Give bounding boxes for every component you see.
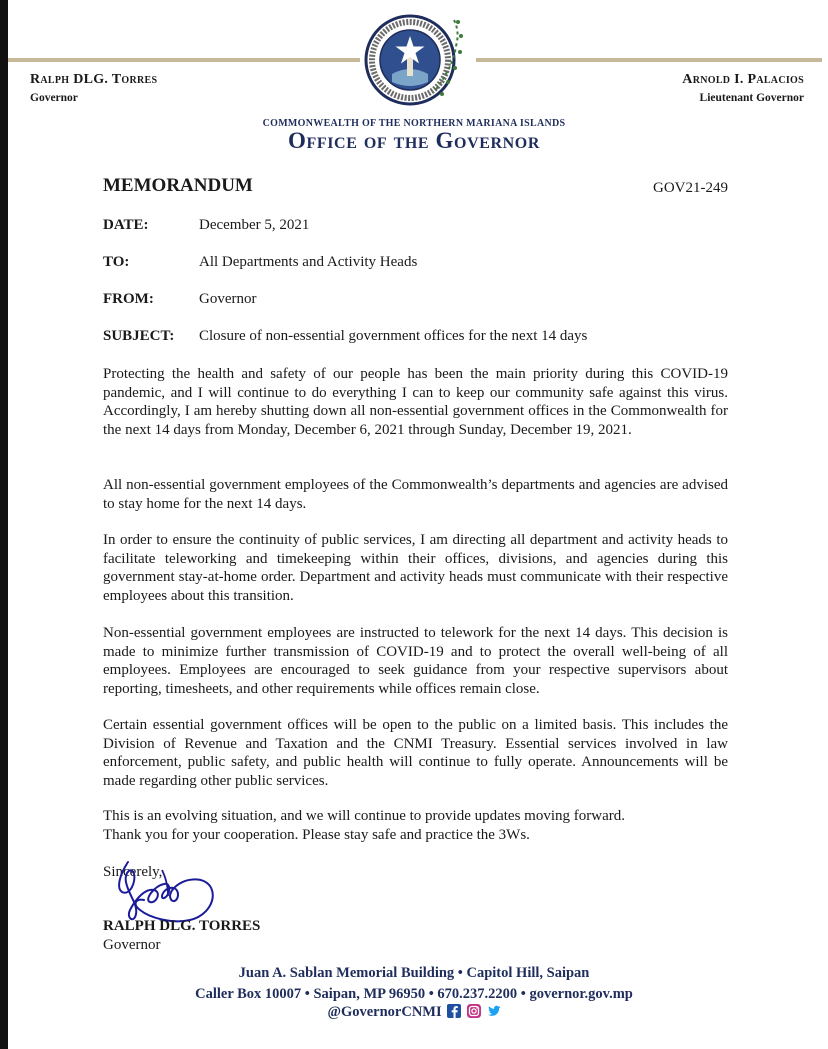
office-title: Office of the Governor [287, 128, 541, 153]
signatory-title: Governor [103, 937, 161, 953]
memo-heading: MEMORANDUM [103, 175, 253, 196]
date-label: DATE: [103, 217, 149, 233]
body-paragraph-1: Protecting the health and safety of our people has been the main priority during this COVID-19 pandemic, and I will continue to do everything I can to keep our community safe against this virus. Accordingly, I am hereby shutting down all non-essential government offices in the Commonwealth for the next 14 days from Monday, December 6, 2021 through Sunday, December 19, 2021. [103, 366, 728, 438]
governor-name: Ralph DLG. Torres [30, 72, 158, 87]
closing-line-1: This is an evolving situation, and we will continue to provide updates moving forward. [103, 808, 625, 824]
footer-contact: Caller Box 10007 • Saipan, MP 96950 • 670.237.2200 • governor.gov.mp [195, 986, 633, 1002]
memo-number: GOV21-249 [653, 180, 728, 196]
from-value: Governor [199, 291, 257, 307]
footer-social [0, 1004, 828, 1021]
header-rule-left [8, 58, 360, 62]
signatory-name: RALPH DLG. TORRES [103, 918, 261, 934]
date-value: December 5, 2021 [199, 217, 310, 233]
office-subtitle: COMMONWEALTH OF THE NORTHERN MARIANA ISLANDS [262, 118, 566, 129]
to-label: TO: [103, 254, 130, 270]
closing-line-2: Thank you for your cooperation. Please stay safe and practice the 3Ws. [103, 827, 530, 843]
body-paragraph-2: All non-essential government employees of the Commonwealth’s departments and agencies are advised to stay home for the next 14 days. [103, 477, 728, 512]
cnmi-seal-icon [362, 12, 474, 108]
subject-label: SUBJECT: [103, 328, 175, 344]
lt-governor-name: Arnold I. Palacios [682, 72, 804, 87]
scan-edge [0, 0, 8, 1049]
header-rule-right [476, 58, 822, 62]
twitter-icon[interactable] [487, 1004, 501, 1018]
body-paragraph-5: Certain essential government offices will be open to the public on a limited basis. This includes the Division of Revenue and Taxation and the CNMI Treasury. Essential services involved in law enforcement, public safety, and public health will continue to fully operate. Announcements will be made regarding other public services. [103, 717, 728, 789]
body-paragraph-3: In order to ensure the continuity of public services, I am directing all department and activity heads to facilitate teleworking and timekeeping within their offices, divisions, and agencies during this government stay-at-home order. Department and activity heads must communicate with their respective employees about this transition. [103, 532, 728, 604]
governor-title: Governor [30, 92, 78, 104]
lt-governor-title: Lieutenant Governor [699, 92, 804, 104]
salutation: Sincerely, [103, 864, 163, 880]
to-value: All Departments and Activity Heads [199, 254, 418, 270]
facebook-icon[interactable] [447, 1004, 461, 1018]
instagram-icon[interactable] [467, 1004, 481, 1018]
subject-value: Closure of non-essential government offices for the next 14 days [199, 328, 588, 344]
from-label: FROM: [103, 291, 154, 307]
body-paragraph-4: Non-essential government employees are instructed to telework for the next 14 days. This decision is made to minimize further transmission of COVID-19 and to protect the overall well-being of all employees. Employees are encouraged to seek guidance from your respective supervisors about reporting, timesheets, and other requirements while offices remain close. [103, 625, 728, 697]
footer-address: Juan A. Sablan Memorial Building • Capitol Hill, Saipan [238, 965, 590, 981]
social-handle: @GovernorCNMI [327, 1004, 442, 1020]
